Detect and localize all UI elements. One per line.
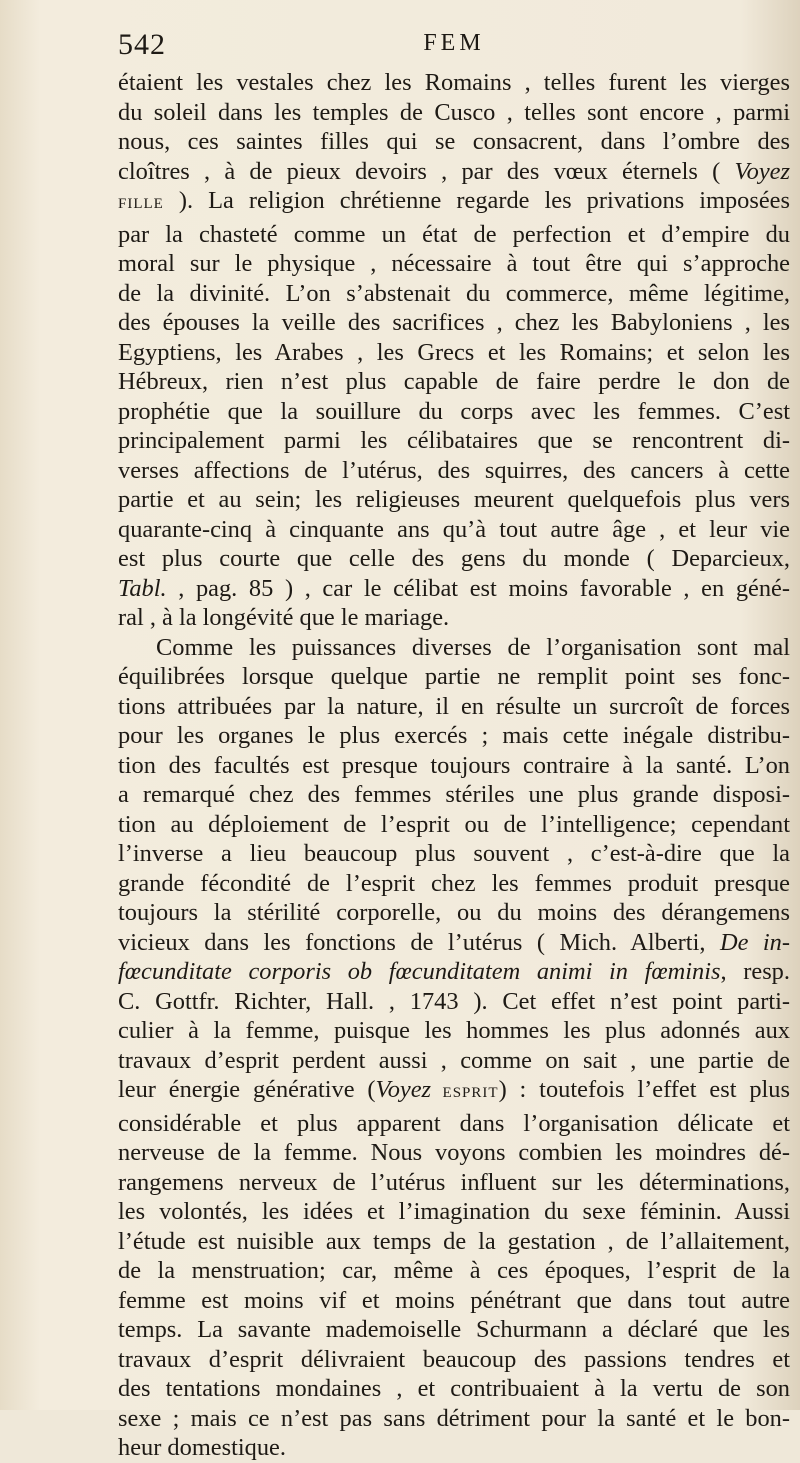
text-segment: des épouses la veille des sacrifices , chez les Babyloniens , les	[118, 309, 790, 336]
text-segment: cloîtres , à de pieux devoirs , par des vœux éternels (	[118, 157, 735, 185]
text-line	[118, 780, 790, 810]
text-line	[118, 397, 790, 427]
page-header	[118, 28, 790, 62]
text-line	[118, 751, 790, 781]
text-line	[118, 308, 790, 338]
text-segment: travaux d’esprit perdent aussi , comme on sait , une partie de	[118, 1046, 790, 1074]
text-segment: équilibrées lorsque quelque partie ne remplit point ses fonc-	[118, 663, 790, 690]
text-segment: verses affections de l’utérus, des squirres, des cancers à cette	[118, 456, 790, 484]
text-segment: Comme les puissances diverses de l’organisation sont mal	[156, 633, 790, 661]
text-segment: , resp.	[720, 958, 790, 985]
text-line	[118, 98, 790, 128]
text-line	[118, 1433, 790, 1463]
italic-text: De in-	[719, 928, 790, 956]
text-segment: nerveuse de la femme. Nous voyons combien les moindres dé-	[118, 1139, 790, 1166]
text-segment: de la menstruation; car, même à ces époques, l’esprit de la	[118, 1257, 790, 1284]
text-line	[118, 839, 790, 869]
text-line	[118, 367, 790, 397]
text-line	[118, 1404, 790, 1434]
text-line	[118, 987, 790, 1017]
text-line	[118, 662, 790, 692]
text-line	[118, 603, 790, 633]
text-line	[118, 633, 790, 663]
text-line	[118, 1315, 790, 1345]
text-line	[118, 338, 790, 368]
small-caps-text: FILLE	[118, 196, 164, 212]
text-line	[118, 898, 790, 928]
text-segment: des tentations mondaines , et contribuaient à la vertu de son	[118, 1375, 790, 1402]
text-line	[118, 220, 790, 250]
text-line	[118, 721, 790, 751]
text-segment: partie et au sein; les religieuses meurent quelquefois plus vers	[118, 486, 790, 513]
text-segment: tion au déploiement de l’esprit ou de l’intelligence; cependant	[118, 810, 790, 838]
text-line	[118, 574, 790, 604]
text-line	[118, 544, 790, 574]
text-segment: l’étude est nuisible aux temps de la gestation , de l’allaitement,	[118, 1227, 790, 1255]
text-segment: toujours la stérilité corporelle, ou du moins des dérangemens	[118, 899, 790, 926]
text-segment: de la divinité. L’on s’abstenait du commerce, même légitime,	[118, 279, 790, 307]
text-segment: , pag. 85 ) , car le célibat est moins favorable , en géné-	[166, 574, 790, 602]
text-segment: l’inverse a lieu beaucoup plus souvent , c’est-à-dire que la	[118, 840, 790, 867]
text-segment: travaux d’esprit délivraient beaucoup des passions tendres et	[118, 1345, 790, 1373]
text-line	[118, 515, 790, 545]
italic-text: fœcunditate corporis ob fœcunditatem animi in fœminis	[118, 958, 721, 985]
italic-text: Voyez	[375, 1076, 432, 1103]
text-line	[118, 1374, 790, 1404]
text-segment: est plus courte que celle des gens du monde ( Deparcieux,	[118, 545, 790, 572]
italic-text: Tabl.	[118, 574, 167, 602]
text-line	[118, 1256, 790, 1286]
text-line	[118, 249, 790, 279]
running-head: FEM	[423, 30, 485, 56]
text-segment: par la chasteté comme un état de perfection et d’empire du	[118, 220, 790, 248]
text-segment: moral sur le physique , nécessaire à tout être qui s’approche	[118, 250, 790, 277]
text-line	[118, 1075, 790, 1109]
text-segment: quarante-cinq à cinquante ans qu’à tout autre âge , et leur vie	[118, 515, 790, 543]
text-line	[118, 1046, 790, 1076]
text-segment: Egyptiens, les Arabes , les Grecs et les Romains; et selon les	[118, 338, 790, 366]
text-line	[118, 68, 790, 98]
text-segment: étaient les vestales chez les Romains , telles furent les vierges	[118, 69, 790, 96]
text-segment: considérable et plus apparent dans l’organisation délicate et	[118, 1109, 790, 1137]
text-line	[118, 127, 790, 157]
text-segment: vicieux dans les fonctions de l’utérus ( Mich. Alberti,	[118, 928, 720, 956]
text-segment: sexe ; mais ce n’est pas sans détriment pour la santé et le bon-	[118, 1404, 790, 1432]
text-segment: nous, ces saintes filles qui se consacrent, dans l’ombre des	[118, 128, 790, 155]
text-segment: du soleil dans les temples de Cusco , telles sont encore , parmi	[118, 98, 790, 126]
text-segment: heur domestique.	[118, 1434, 286, 1461]
text-segment: tions attribuées par la nature, il en résulte un surcroît de forces	[118, 692, 790, 720]
text-segment: ral , à la longévité que le mariage.	[118, 604, 450, 631]
text-line	[118, 157, 790, 187]
text-segment: prophétie que la souillure du corps avec les femmes. C’est	[118, 397, 790, 425]
text-line	[118, 1227, 790, 1257]
text-segment: les volontés, les idées et l’imagination du sexe féminin. Aussi	[118, 1198, 790, 1225]
text-line	[118, 485, 790, 515]
text-segment: temps. La savante mademoiselle Schurmann a déclaré que les	[118, 1316, 790, 1343]
text-segment: ). La religion chrétienne regarde les privations imposées	[163, 187, 790, 214]
text-segment: pour les organes le plus exercés ; mais cette inégale distribu-	[118, 722, 790, 749]
text-line	[118, 1286, 790, 1316]
text-line	[118, 1109, 790, 1139]
text-segment: tion des facultés est presque toujours contraire à la santé. L’on	[118, 751, 790, 779]
text-segment: principalement parmi les célibataires que se rencontrent di-	[118, 427, 790, 454]
text-segment: C. Gottfr. Richter, Hall. , 1743 ). Cet effet n’est point parti-	[118, 987, 790, 1015]
text-line	[118, 810, 790, 840]
text-line	[118, 1197, 790, 1227]
text-line	[118, 1345, 790, 1375]
text-line	[118, 869, 790, 899]
text-line	[118, 928, 790, 958]
page-number: 542	[118, 28, 166, 61]
text-line	[118, 1168, 790, 1198]
text-segment: grande fécondité de l’esprit chez les femmes produit presque	[118, 869, 790, 897]
text-line	[118, 426, 790, 456]
small-caps-text: ESPRIT	[431, 1085, 499, 1101]
text-segment: culier à la femme, puisque les hommes les plus adonnés aux	[118, 1017, 790, 1044]
text-line	[118, 279, 790, 309]
text-segment: ) : toutefois l’effet est plus	[498, 1076, 790, 1103]
italic-text: Voyez	[734, 157, 790, 185]
text-segment: rangemens nerveux de l’utérus influent sur les déterminations,	[118, 1168, 790, 1196]
text-segment: Hébreux, rien n’est plus capable de faire perdre le don de	[118, 368, 790, 395]
text-segment: leur énergie générative (	[118, 1076, 376, 1103]
text-line	[118, 957, 790, 987]
text-segment: femme est moins vif et moins pénétrant que dans tout autre	[118, 1286, 790, 1314]
text-line	[118, 1016, 790, 1046]
text-line	[118, 456, 790, 486]
text-line	[118, 1138, 790, 1168]
body-text	[118, 68, 790, 1463]
text-line	[118, 692, 790, 722]
text-line	[118, 186, 790, 220]
text-segment: a remarqué chez des femmes stériles une plus grande disposi-	[118, 781, 790, 808]
